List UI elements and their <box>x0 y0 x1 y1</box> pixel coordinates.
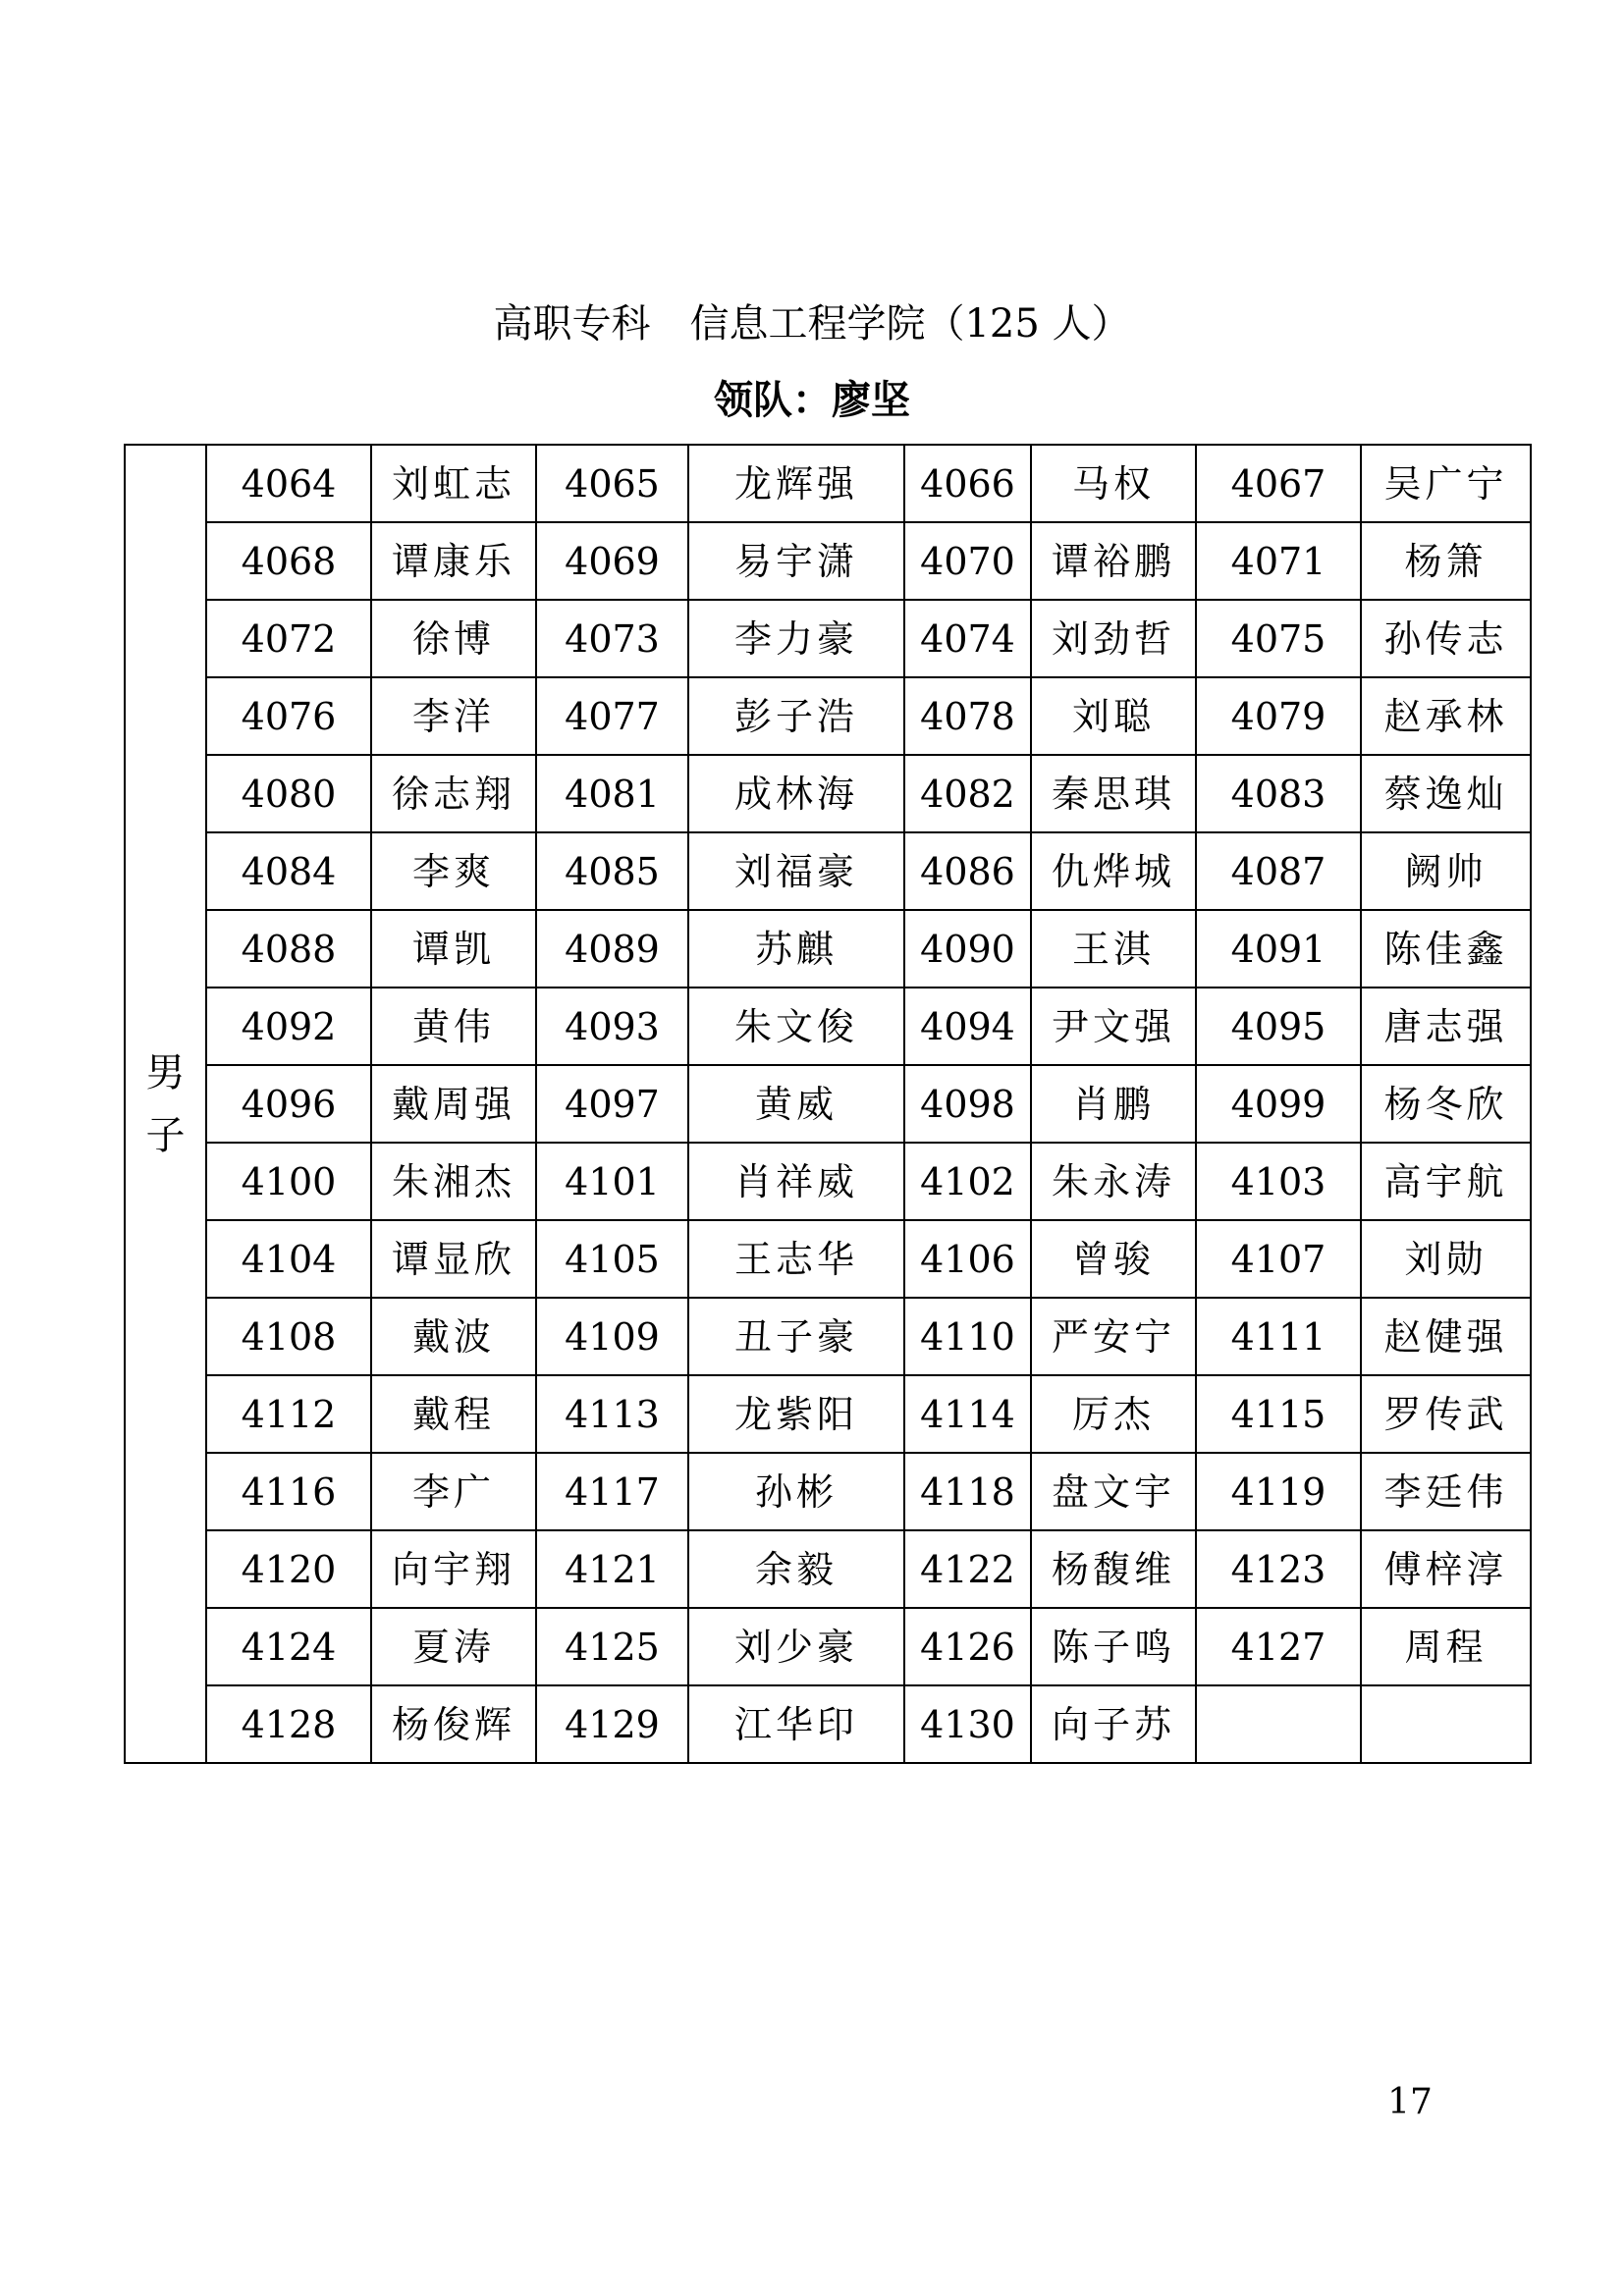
athlete-name: 徐博 <box>371 600 536 677</box>
athlete-number: 4110 <box>904 1298 1031 1375</box>
athlete-name: 刘虹志 <box>371 445 536 522</box>
athlete-name: 王志华 <box>688 1220 904 1298</box>
athlete-number: 4099 <box>1196 1065 1361 1143</box>
athlete-name: 肖祥威 <box>688 1143 904 1220</box>
athlete-name: 戴周强 <box>371 1065 536 1143</box>
athlete-number: 4100 <box>206 1143 371 1220</box>
table-row <box>125 1298 1531 1375</box>
athlete-number: 4097 <box>536 1065 688 1143</box>
athlete-name: 朱湘杰 <box>371 1143 536 1220</box>
athlete-name: 向宇翔 <box>371 1530 536 1608</box>
table-row <box>125 1608 1531 1685</box>
athlete-name: 陈佳鑫 <box>1361 910 1531 988</box>
athlete-number: 4112 <box>206 1375 371 1453</box>
athlete-number: 4115 <box>1196 1375 1361 1453</box>
athlete-number: 4124 <box>206 1608 371 1685</box>
athlete-number: 4081 <box>536 755 688 832</box>
athlete-number: 4091 <box>1196 910 1361 988</box>
athlete-name: 严安宁 <box>1031 1298 1196 1375</box>
table-row <box>125 677 1531 755</box>
athlete-name: 刘劲哲 <box>1031 600 1196 677</box>
athlete-name: 夏涛 <box>371 1608 536 1685</box>
athlete-number: 4095 <box>1196 988 1361 1065</box>
athlete-number: 4073 <box>536 600 688 677</box>
athlete-name: 赵承林 <box>1361 677 1531 755</box>
athlete-name: 徐志翔 <box>371 755 536 832</box>
table-row <box>125 1453 1531 1530</box>
athlete-number: 4113 <box>536 1375 688 1453</box>
athlete-number: 4074 <box>904 600 1031 677</box>
athlete-number: 4072 <box>206 600 371 677</box>
athlete-name: 王淇 <box>1031 910 1196 988</box>
athlete-name: 余毅 <box>688 1530 904 1608</box>
athlete-name: 孙传志 <box>1361 600 1531 677</box>
athlete-name: 蔡逸灿 <box>1361 755 1531 832</box>
athlete-number: 4121 <box>536 1530 688 1608</box>
athlete-name: 谭显欣 <box>371 1220 536 1298</box>
athlete-name: 苏麒 <box>688 910 904 988</box>
table-row <box>125 1065 1531 1143</box>
athlete-name: 周程 <box>1361 1608 1531 1685</box>
athlete-number: 4129 <box>536 1685 688 1763</box>
athlete-name: 厉杰 <box>1031 1375 1196 1453</box>
athlete-number: 4064 <box>206 445 371 522</box>
table-row <box>125 600 1531 677</box>
table-row <box>125 910 1531 988</box>
athlete-number: 4123 <box>1196 1530 1361 1608</box>
athlete-number: 4082 <box>904 755 1031 832</box>
athlete-number: 4106 <box>904 1220 1031 1298</box>
table-row <box>125 1143 1531 1220</box>
athlete-name: 盘文宇 <box>1031 1453 1196 1530</box>
athlete-name <box>1361 1685 1531 1763</box>
athlete-number: 4085 <box>536 832 688 910</box>
athlete-name: 成林海 <box>688 755 904 832</box>
athlete-number: 4127 <box>1196 1608 1361 1685</box>
athlete-number: 4083 <box>1196 755 1361 832</box>
team-leader: 领队：廖坚 <box>714 377 910 423</box>
athlete-number: 4084 <box>206 832 371 910</box>
athlete-number: 4126 <box>904 1608 1031 1685</box>
athlete-number: 4117 <box>536 1453 688 1530</box>
athlete-name: 仇烨城 <box>1031 832 1196 910</box>
athlete-number: 4089 <box>536 910 688 988</box>
athlete-name: 阙帅 <box>1361 832 1531 910</box>
athlete-number: 4104 <box>206 1220 371 1298</box>
athlete-number: 4065 <box>536 445 688 522</box>
athlete-name: 李力豪 <box>688 600 904 677</box>
gender-label: 男子 <box>125 445 206 1763</box>
table-row <box>125 1375 1531 1453</box>
athlete-number: 4102 <box>904 1143 1031 1220</box>
athlete-name: 秦思琪 <box>1031 755 1196 832</box>
athlete-number: 4087 <box>1196 832 1361 910</box>
table-row <box>125 832 1531 910</box>
athlete-name: 吴广宁 <box>1361 445 1531 522</box>
athlete-name: 李爽 <box>371 832 536 910</box>
table-row <box>125 988 1531 1065</box>
athlete-number: 4066 <box>904 445 1031 522</box>
table-row <box>125 755 1531 832</box>
athlete-name: 高宇航 <box>1361 1143 1531 1220</box>
athlete-name: 肖鹏 <box>1031 1065 1196 1143</box>
athlete-number: 4067 <box>1196 445 1361 522</box>
athlete-number: 4111 <box>1196 1298 1361 1375</box>
athlete-number: 4114 <box>904 1375 1031 1453</box>
athlete-number: 4122 <box>904 1530 1031 1608</box>
athlete-name: 戴程 <box>371 1375 536 1453</box>
athlete-name: 向子苏 <box>1031 1685 1196 1763</box>
athlete-name: 杨箫 <box>1361 522 1531 600</box>
athlete-name: 谭康乐 <box>371 522 536 600</box>
athlete-number: 4118 <box>904 1453 1031 1530</box>
athlete-number: 4079 <box>1196 677 1361 755</box>
table-row <box>125 1685 1531 1763</box>
athlete-name: 戴波 <box>371 1298 536 1375</box>
page-title: 高职专科 信息工程学院（125 人） <box>493 301 1131 347</box>
athlete-number <box>1196 1685 1361 1763</box>
athlete-number: 4078 <box>904 677 1031 755</box>
athlete-name: 李廷伟 <box>1361 1453 1531 1530</box>
athlete-number: 4107 <box>1196 1220 1361 1298</box>
athlete-name: 傅梓淳 <box>1361 1530 1531 1608</box>
athlete-number: 4069 <box>536 522 688 600</box>
athlete-number: 4125 <box>536 1608 688 1685</box>
table-row <box>125 1530 1531 1608</box>
athlete-number: 4068 <box>206 522 371 600</box>
athlete-number: 4076 <box>206 677 371 755</box>
athlete-name: 陈子鸣 <box>1031 1608 1196 1685</box>
athlete-name: 龙辉强 <box>688 445 904 522</box>
athlete-name: 杨馥维 <box>1031 1530 1196 1608</box>
athlete-number: 4103 <box>1196 1143 1361 1220</box>
athlete-name: 李洋 <box>371 677 536 755</box>
athlete-number: 4116 <box>206 1453 371 1530</box>
table-row <box>125 1220 1531 1298</box>
athlete-name: 刘勋 <box>1361 1220 1531 1298</box>
athlete-number: 4108 <box>206 1298 371 1375</box>
page-number: 17 <box>1387 2082 1433 2122</box>
roster-table <box>124 444 1532 1764</box>
athlete-name: 龙紫阳 <box>688 1375 904 1453</box>
athlete-name: 丑子豪 <box>688 1298 904 1375</box>
athlete-number: 4086 <box>904 832 1031 910</box>
athlete-name: 曾骏 <box>1031 1220 1196 1298</box>
athlete-number: 4098 <box>904 1065 1031 1143</box>
table-row <box>125 445 1531 522</box>
athlete-name: 刘聪 <box>1031 677 1196 755</box>
athlete-name: 赵健强 <box>1361 1298 1531 1375</box>
athlete-number: 4077 <box>536 677 688 755</box>
athlete-number: 4128 <box>206 1685 371 1763</box>
athlete-name: 唐志强 <box>1361 988 1531 1065</box>
athlete-number: 4130 <box>904 1685 1031 1763</box>
athlete-name: 朱永涛 <box>1031 1143 1196 1220</box>
athlete-name: 尹文强 <box>1031 988 1196 1065</box>
athlete-number: 4070 <box>904 522 1031 600</box>
athlete-name: 刘少豪 <box>688 1608 904 1685</box>
athlete-number: 4088 <box>206 910 371 988</box>
athlete-name: 易宇潇 <box>688 522 904 600</box>
athlete-number: 4071 <box>1196 522 1361 600</box>
athlete-name: 杨俊辉 <box>371 1685 536 1763</box>
athlete-name: 刘福豪 <box>688 832 904 910</box>
athlete-number: 4096 <box>206 1065 371 1143</box>
table-row <box>125 522 1531 600</box>
athlete-number: 4120 <box>206 1530 371 1608</box>
athlete-name: 黄伟 <box>371 988 536 1065</box>
athlete-number: 4080 <box>206 755 371 832</box>
athlete-number: 4090 <box>904 910 1031 988</box>
athlete-number: 4119 <box>1196 1453 1361 1530</box>
athlete-name: 孙彬 <box>688 1453 904 1530</box>
athlete-name: 彭子浩 <box>688 677 904 755</box>
athlete-number: 4093 <box>536 988 688 1065</box>
athlete-number: 4105 <box>536 1220 688 1298</box>
roster-body <box>125 445 1531 1763</box>
athlete-number: 4101 <box>536 1143 688 1220</box>
athlete-name: 罗传武 <box>1361 1375 1531 1453</box>
athlete-number: 4075 <box>1196 600 1361 677</box>
athlete-name: 马权 <box>1031 445 1196 522</box>
athlete-number: 4092 <box>206 988 371 1065</box>
athlete-name: 黄威 <box>688 1065 904 1143</box>
athlete-number: 4094 <box>904 988 1031 1065</box>
athlete-name: 谭裕鹏 <box>1031 522 1196 600</box>
athlete-name: 朱文俊 <box>688 988 904 1065</box>
athlete-name: 杨冬欣 <box>1361 1065 1531 1143</box>
athlete-name: 江华印 <box>688 1685 904 1763</box>
athlete-name: 李广 <box>371 1453 536 1530</box>
athlete-number: 4109 <box>536 1298 688 1375</box>
athlete-name: 谭凯 <box>371 910 536 988</box>
